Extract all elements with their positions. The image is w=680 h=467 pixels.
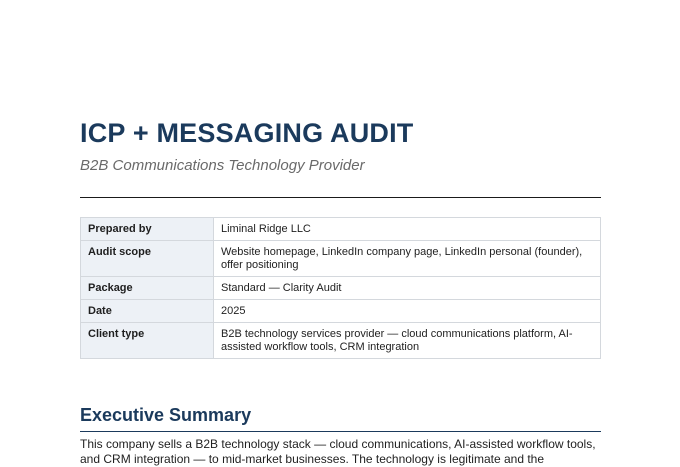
row-label-audit-scope: Audit scope — [81, 241, 214, 277]
row-value-audit-scope: Website homepage, LinkedIn company page, LinkedIn personal (founder), offer positioning — [214, 241, 601, 277]
executive-summary-heading: Executive Summary — [80, 405, 252, 425]
document-title: ICP + MESSAGING AUDIT — [80, 118, 414, 148]
row-label-package: Package — [81, 277, 214, 300]
document-subtitle: B2B Communications Technology Provider — [80, 157, 365, 174]
table-row — [81, 218, 601, 241]
row-value-package: Standard — Clarity Audit — [214, 277, 601, 300]
row-value-date: 2025 — [214, 300, 601, 323]
row-label-prepared-by: Prepared by — [81, 218, 214, 241]
table-row — [81, 323, 601, 359]
audit-details-table — [80, 217, 601, 359]
row-label-client-type: Client type — [81, 323, 214, 359]
row-value-prepared-by: Liminal Ridge LLC — [214, 218, 601, 241]
executive-summary-paragraph: This company sells a B2B technology stack — cloud communications, AI-assisted workflow tools, and CRM integration — to mid-market businesses. The technology is legitimate and the — [80, 437, 596, 466]
table-row — [81, 300, 601, 323]
row-value-client-type: B2B technology services provider — cloud communications platform, AI-assisted workflow tools, CRM integration — [214, 323, 601, 359]
section-divider — [80, 431, 601, 432]
table-row — [81, 277, 601, 300]
table-row — [81, 241, 601, 277]
row-label-date: Date — [81, 300, 214, 323]
title-divider — [80, 197, 601, 198]
